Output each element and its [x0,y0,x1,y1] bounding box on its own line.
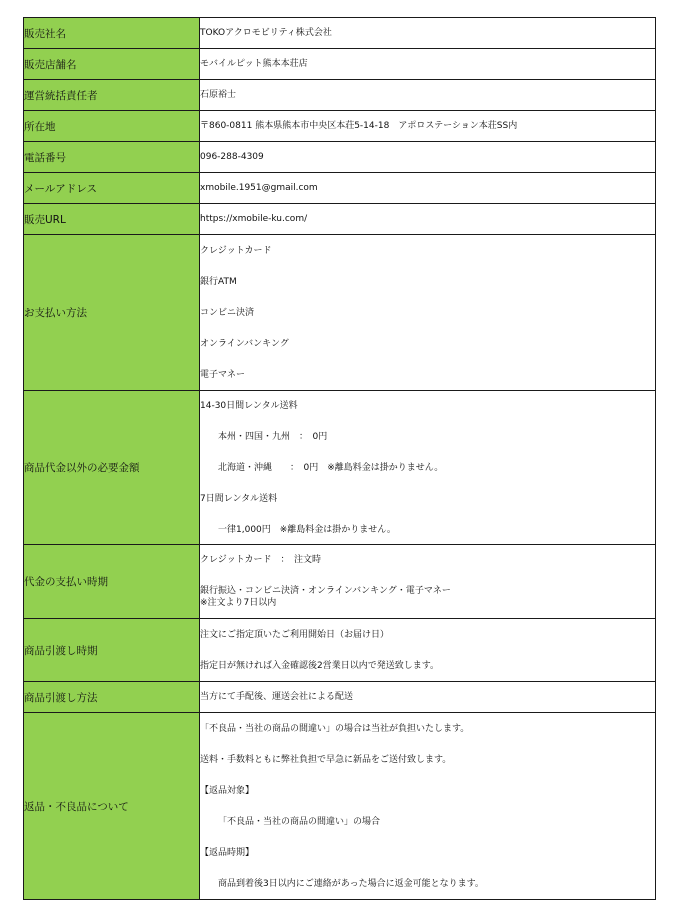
value-line: 指定日が無ければ入金確認後2営業日以内で発送致します。 [200,660,440,671]
row-seller-name [24,18,656,49]
label-phone: 電話番号 [24,142,200,173]
value-store-name [200,49,656,80]
label-email: メールアドレス [24,173,200,204]
line-spacer [200,641,655,660]
row-store-name [24,49,656,80]
line-spacer [200,319,655,338]
label-delivery-timing: 商品引渡し時期 [24,619,200,682]
label-other-fees: 商品代金以外の必要金額 [24,391,200,545]
row-other-fees [24,391,656,545]
value-line: 商品到着後3日以内にご連絡があった場合に返金可能となります。 [218,878,484,889]
value-line: 【返品時期】 [200,847,255,858]
value-address [200,111,656,142]
label-url: 販売URL [24,204,200,235]
row-address [24,111,656,142]
value-line: TOKOアクロモビリティ株式会社 [200,28,332,38]
value-line: 銀行振込・コンビニ決済・オンラインバンキング・電子マネー [200,586,451,596]
row-url [24,204,656,235]
line-spacer [200,412,655,431]
value-manager [200,80,656,111]
value-line: 【返品対象】 [200,785,255,796]
value-delivery-method [200,682,656,713]
value-line: モバイルピット熊本本荘店 [200,59,308,69]
value-line: xmobile.1951@gmail.com [200,183,318,193]
label-payment-timing: 代金の支払い時期 [24,545,200,619]
line-spacer [200,474,655,493]
value-line: 銀行ATM [200,276,237,287]
row-payment-methods [24,235,656,391]
line-spacer [200,505,655,524]
value-payment-timing [200,545,656,619]
value-returns [200,713,656,900]
value-line: オンラインバンキング [200,338,289,349]
label-address: 所在地 [24,111,200,142]
value-line: 096-288-4309 [200,152,264,162]
value-seller-name [200,18,656,49]
label-seller-name: 販売社名 [24,18,200,49]
line-spacer [200,566,655,585]
line-spacer [200,766,655,785]
value-line: ※注文より7日以内 [200,598,277,608]
value-email [200,173,656,204]
row-returns [24,713,656,900]
value-url [200,204,656,235]
row-email [24,173,656,204]
value-line: 送料・手数料ともに弊社負担で早急に新品をご送付致します。 [200,754,452,765]
row-manager [24,80,656,111]
value-line: 一律1,000円 ※離島料金は掛かりません。 [218,524,396,535]
row-phone [24,142,656,173]
label-delivery-method: 商品引渡し方法 [24,682,200,713]
value-line: 7日間レンタル送料 [200,493,278,504]
value-delivery-timing [200,619,656,682]
value-line: 北海道・沖縄 ： 0円 ※離島料金は掛かりません。 [218,462,444,473]
value-line: 「不良品・当社の商品の間違い」の場合 [218,816,381,827]
value-other-fees [200,391,656,545]
row-delivery-timing [24,619,656,682]
value-payment-methods [200,235,656,391]
line-spacer [200,288,655,307]
label-payment-methods: お支払い方法 [24,235,200,391]
line-spacer [200,257,655,276]
value-line: コンビニ決済 [200,307,255,318]
value-line: 注文にご指定頂いたご利用開始日（お届け日） [200,629,390,640]
label-manager: 運営統括責任者 [24,80,200,111]
label-store-name: 販売店舗名 [24,49,200,80]
line-spacer [200,828,655,847]
value-line: クレジットカード [200,245,272,256]
value-line: 電子マネー [200,369,246,380]
value-phone [200,142,656,173]
value-line: 14-30日間レンタル送料 [200,400,298,411]
row-payment-timing [24,545,656,619]
value-line: 当方にて手配後、運送会社による配送 [200,692,354,702]
legal-info-table [23,17,656,900]
line-spacer [200,859,655,878]
label-returns: 返品・不良品について [24,713,200,900]
line-spacer [200,797,655,816]
value-line: 「不良品・当社の商品の間違い」の場合は当社が負担いたします。 [200,723,470,734]
value-line: クレジットカード ： 注文時 [200,555,322,565]
line-spacer [200,350,655,369]
row-delivery-method [24,682,656,713]
value-line: 本州・四国・九州 ： 0円 [218,431,328,442]
line-spacer [200,735,655,754]
value-line: https://xmobile-ku.com/ [200,214,308,224]
line-spacer [200,443,655,462]
value-line: 石原裕士 [200,90,237,100]
value-line: 〒860-0811 熊本県熊本市中央区本荘5-14-18 アポロステーション本荘SS内 [200,121,518,131]
